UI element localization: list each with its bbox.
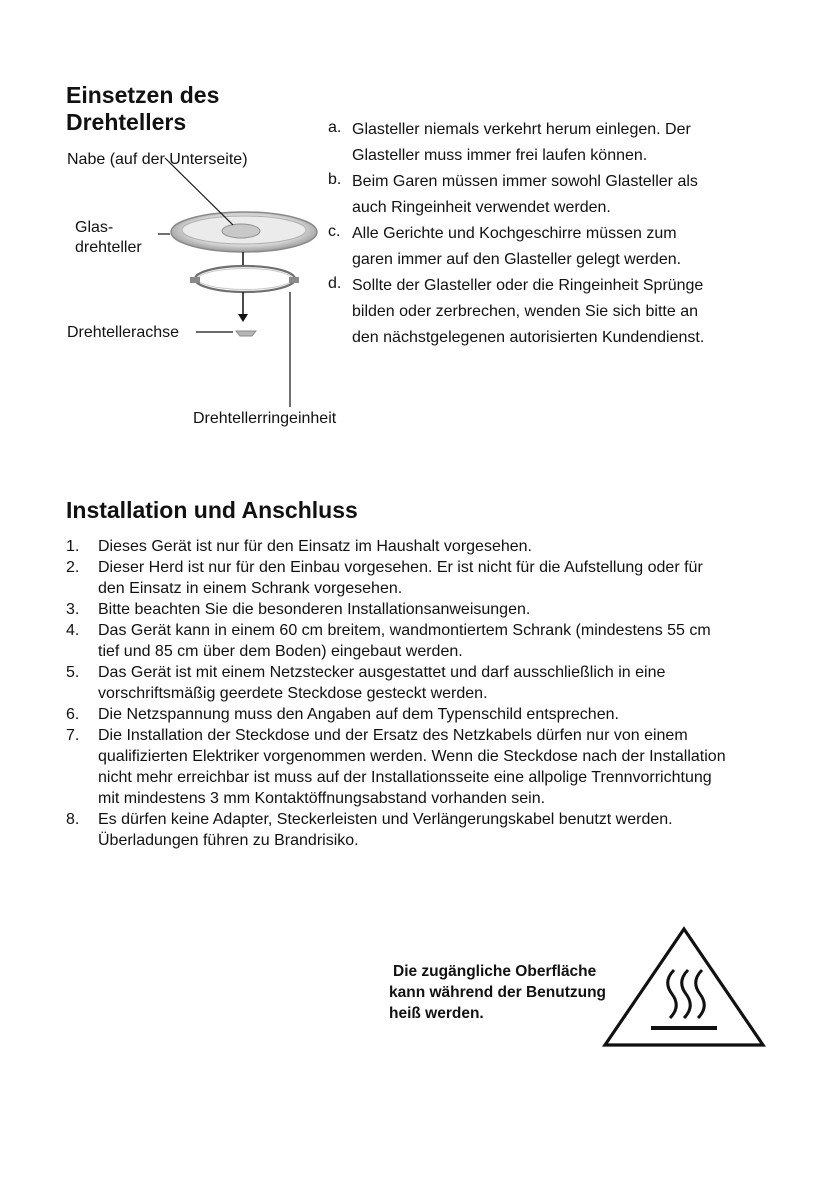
turntable-heading-line2: Drehtellers	[66, 109, 187, 135]
note-line: auch Ringeinheit verwendet werden.	[352, 199, 611, 216]
item-line: nicht mehr erreichbar ist muss auf der Installationsseite eine allpolige Trennvorrichtung	[98, 769, 712, 786]
item-line: mit mindestens 3 mm Kontaktöffnungsabstand vorhanden sein.	[98, 790, 546, 807]
note-marker: a.	[328, 119, 342, 136]
hot-surface-warning-text	[389, 961, 606, 1024]
item-line: Dieser Herd ist nur für den Einbau vorgesehen. Er ist nicht für die Aufstellung oder für	[98, 559, 703, 576]
glass-turntable-plate	[171, 212, 317, 252]
item-line: Bitte beachten Sie die besonderen Installationsanweisungen.	[98, 601, 531, 618]
note-line: bilden oder zerbrechen, wenden Sie sich bitte an	[352, 303, 698, 320]
note-marker: c.	[328, 223, 341, 240]
note-line: Glasteller muss immer frei laufen können.	[352, 147, 648, 164]
item-line: qualifizierten Elektriker vorgenommen werden. Wenn die Steckdose nach der Installation	[98, 748, 726, 765]
item-marker: 6.	[66, 706, 80, 723]
item-marker: 8.	[66, 811, 80, 828]
item-marker: 2.	[66, 559, 80, 576]
item-marker: 5.	[66, 664, 80, 681]
warning-line: kann während der Benutzung	[389, 984, 607, 1001]
note-line: den nächstgelegenen autorisierten Kundendienst.	[352, 329, 705, 346]
turntable-axle	[236, 331, 256, 336]
ring-label: Drehtellerringeinheit	[193, 410, 337, 427]
item-marker: 3.	[66, 601, 80, 618]
item-line: Die Installation der Steckdose und der Ersatz des Netzkabels dürfen nur von einem	[98, 727, 688, 744]
warning-line: Die zugängliche Oberfläche	[393, 963, 597, 980]
glass-plate-label	[75, 218, 142, 258]
note-line: Glasteller niemals verkehrt herum einlegen. Der	[352, 121, 691, 138]
item-line: Das Gerät ist mit einem Netzstecker ausgestattet und darf ausschließlich in eine	[98, 664, 666, 681]
item-marker: 1.	[66, 538, 80, 555]
glass-plate-label-line1: Glas-	[75, 219, 114, 236]
item-line: Es dürfen keine Adapter, Steckerleisten und Verlängerungskabel benutzt werden.	[98, 811, 673, 828]
note-line: Sollte der Glasteller oder die Ringeinheit Sprünge	[352, 277, 704, 294]
hot-surface-warning-icon	[600, 922, 770, 1052]
item-line: Das Gerät kann in einem 60 cm breitem, wandmontiertem Schrank (mindestens 55 cm	[98, 622, 711, 639]
item-line: den Einsatz in einem Schrank vorgesehen.	[98, 580, 403, 597]
note-line: Beim Garen müssen immer sowohl Glasteller als	[352, 173, 698, 190]
hub-label: Nabe (auf der Unterseite)	[67, 151, 248, 168]
glass-plate-label-line2: drehteller	[75, 239, 142, 256]
item-line: tief und 85 cm über dem Boden) eingebaut werden.	[98, 643, 463, 660]
item-line: Dieses Gerät ist nur für den Einsatz im Haushalt vorgesehen.	[98, 538, 532, 555]
note-marker: d.	[328, 275, 342, 292]
item-line: vorschriftsmäßig geerdete Steckdose gesteckt werden.	[98, 685, 488, 702]
item-line: Überladungen führen zu Brandrisiko.	[98, 832, 359, 849]
item-line: Die Netzspannung muss den Angaben auf dem Typenschild entsprechen.	[98, 706, 619, 723]
installation-heading: Installation und Anschluss	[66, 497, 358, 523]
item-marker: 7.	[66, 727, 80, 744]
note-marker: b.	[328, 171, 342, 188]
note-line: garen immer auf den Glasteller gelegt werden.	[352, 251, 682, 268]
note-line: Alle Gerichte und Kochgeschirre müssen zum	[352, 225, 677, 242]
roller-ring	[190, 266, 299, 292]
warning-line: heiß werden.	[389, 1005, 484, 1022]
turntable-heading-line1: Einsetzen des	[66, 82, 220, 108]
axle-label: Drehtellerachse	[67, 324, 180, 341]
item-marker: 4.	[66, 622, 80, 639]
